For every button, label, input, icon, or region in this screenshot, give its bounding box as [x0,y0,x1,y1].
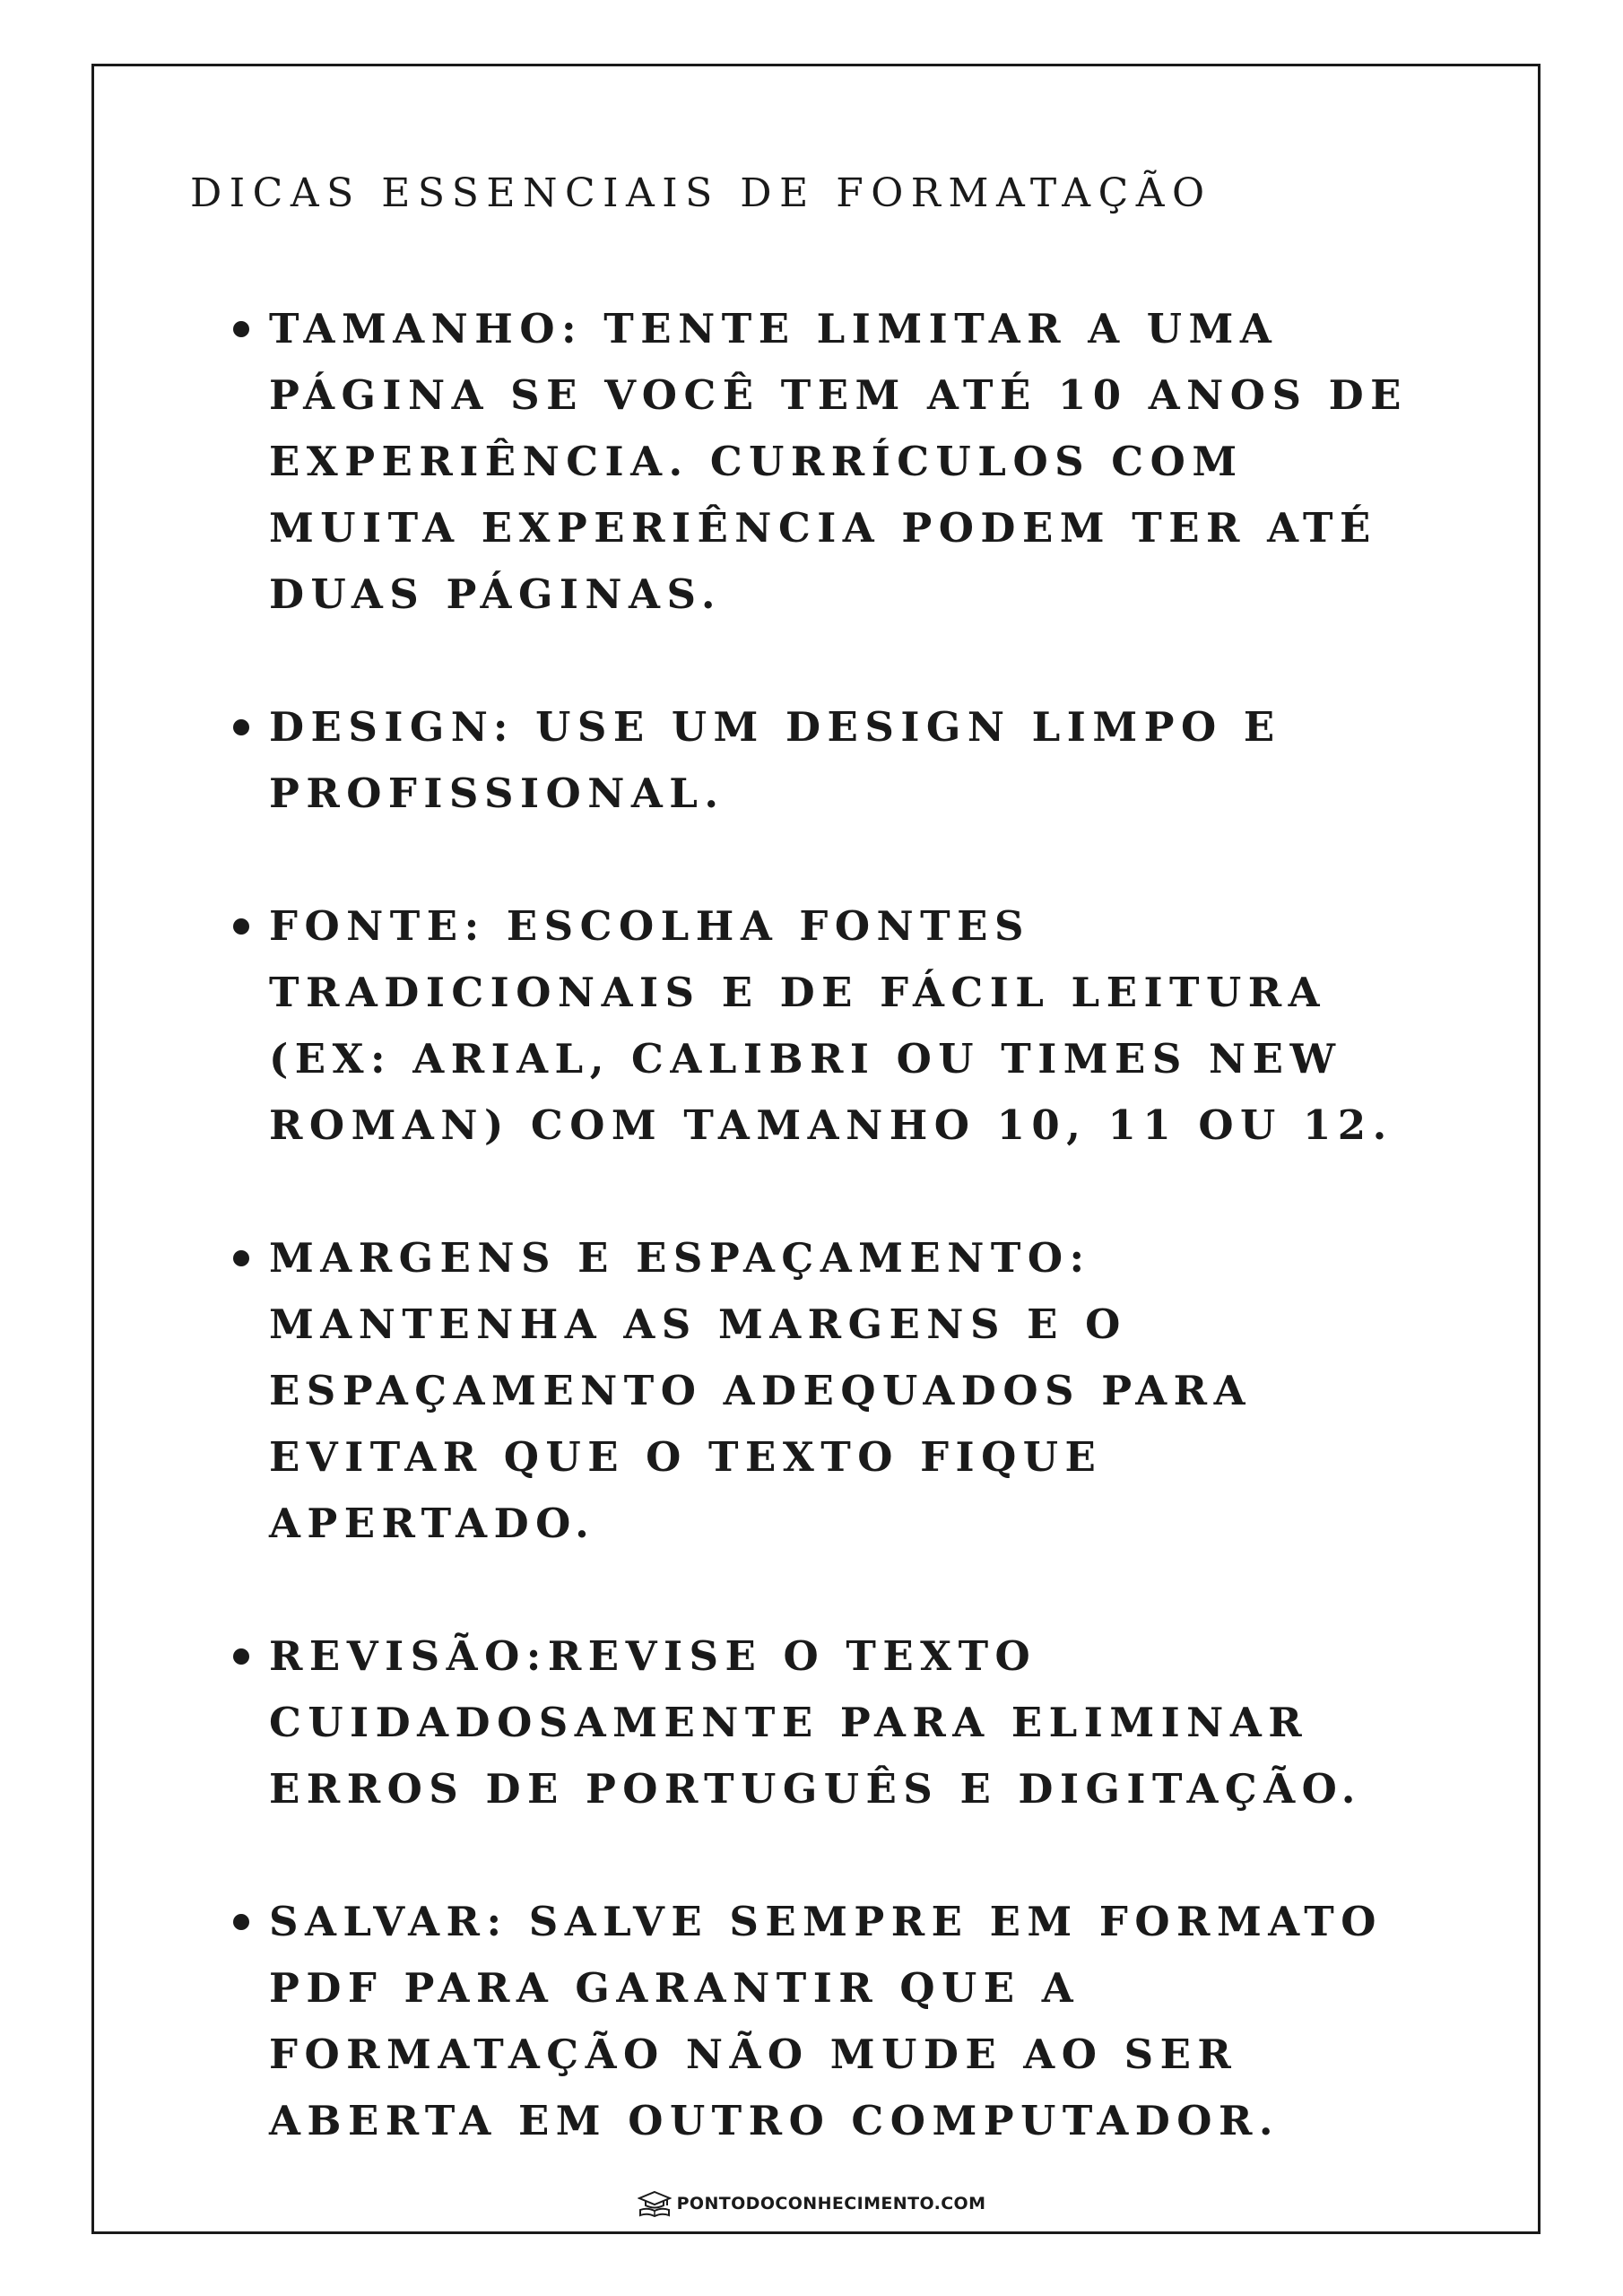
tip-review [269,1623,1435,1822]
tips-list [269,296,1435,2221]
tip-text: SALVAR: SALVE SEMPRE EM FORMATO PDF PARA GARANTIR QUE A FORMATAÇÃO NÃO MUDE AO SER ABERTA EM OUTRO COMPUTADOR. [269,1898,1383,2144]
bullet-icon [233,321,249,337]
bullet-icon [233,918,249,935]
site-footer [0,2190,1623,2217]
bullet-icon [233,1648,249,1665]
tip-design [269,694,1435,827]
bullet-icon [233,1250,249,1266]
tip-text: DESIGN: USE UM DESIGN LIMPO E PROFISSIONAL. [269,703,1281,817]
tip-text: REVISÃO:REVISE O TEXTO CUIDADOSAMENTE PARA ELIMINAR ERROS DE PORTUGUÊS E DIGITAÇÃO. [269,1632,1362,1813]
tip-text: MARGENS E ESPAÇAMENTO: MANTENHA AS MARGENS E O ESPAÇAMENTO ADEQUADOS PARA EVITAR QUE O TEXTO FIQUE APERTADO. [269,1234,1252,1547]
graduation-cap-book-icon [638,2190,672,2217]
document-title: DICAS ESSENCIAIS DE FORMATAÇÃO [190,170,1212,216]
bullet-icon [233,1914,249,1930]
tip-text: TAMANHO: TENTE LIMITAR A UMA PÁGINA SE VOCÊ TEM ATÉ 10 ANOS DE EXPERIÊNCIA. CURRÍCULOS COM MUITA EXPERIÊNCIA PODEM TER ATÉ DUAS PÁGINAS. [269,305,1408,618]
tip-save [269,1889,1435,2154]
tip-margins [269,1225,1435,1557]
bullet-icon [233,719,249,735]
site-url: PONTODOCONHECIMENTO.COM [676,2194,986,2213]
tip-font [269,893,1435,1159]
tip-text: FONTE: ESCOLHA FONTES TRADICIONAIS E DE FÁCIL LEITURA (EX: ARIAL, CALIBRI OU TIMES NEW ROMAN) COM TAMANHO 10, 11 OU 12. [269,902,1393,1149]
tip-size [269,296,1435,628]
